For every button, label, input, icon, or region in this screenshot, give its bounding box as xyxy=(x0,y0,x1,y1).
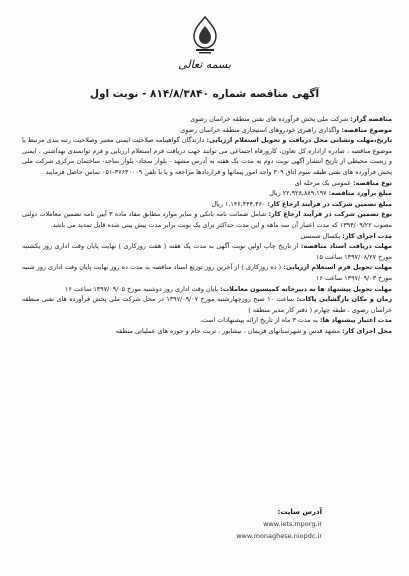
row-organizer: مناقصه گزار: شرکت ملی پخش فرآورده های نفتی منطقه خراسان رضوی xyxy=(190,115,392,123)
row-estimated-amount: مبلغ برآورد مناقصه: ۲۲,۹۲۸,۸۸۹,۱۹۷ ریال xyxy=(269,189,392,198)
row-assessment-deadline: مهلت تحویل فرم استعلام ارزیابی: ( ده روزکاری ) از آخرین روز توزیع اسناد مناقصه به مدت ده روز نهایت پایان وقت اداری روز شنبه مورخ ۱۳۹۷/۰۹/۰۳ ساعت ۱۶ xyxy=(22,263,392,282)
website-link-iets[interactable]: www.iets.mporg.ir xyxy=(263,520,322,528)
row-validity: مدت اعتبار پیشنهاد ها: به مدت ۳ ماه از تاریخ ارائه پیشنهادات است. xyxy=(199,316,392,325)
row-opening: زمان و مکان بازگشایی پاکات: ساعت ۱۰ صبح روزچهارشنبه مورخ ۱۳۹۷/۰۹/۰۷ در محل شرکت ملی پخش فرآورده های نفتی منطقه خراسان رضوی ، طبقه چهارم ( دفتر کار مدیر منطقه ) xyxy=(22,295,393,314)
row-assessment-info: تاریخ،مهلت ونشانی محل دریافت و تحویل استعلام ارزیابی: دارندگان گواهینامه صلاحیت ایمنی معتبر وصلاحیت رتبه بندی مرتبط با موضوع مناقصه ، صادره ازاداره کل تعاون، کارورفاه اجتماعی می توانند جهت دریافت فرم استعلام ارزیابی و فرم توانمندی بهداشتی ، ایمنی و زیست محیطی از تاریخ انتشار آگهی نوبت دوم به مدت یک هفته به آدرس مشهد - بلوار سجاد- بلوار ساجد- ساختمان مرکزی شرکت ملی پخش فرآورده های نفتی طبقه سوم اتاق ۳۰۹ واحد امور پیمانها و قراردادها مراجعه و یا با تلفن ۳۷۶۳۰۰۰۹-۰۵۱ تماس حاصل فرمایند . xyxy=(22,136,392,176)
notice-body xyxy=(22,114,392,336)
row-location: محل اجرای کار: مشهد قدس و شهرستانهای فریمان ، نیشابور ، تربت جام و حوزه های عملیاتی منطقه xyxy=(115,326,392,335)
row-duration: مدت اجرای کار: یکسال شمسی xyxy=(300,231,392,240)
footer-address xyxy=(22,506,322,542)
niopdc-logo-icon xyxy=(186,14,224,54)
notice-title: آگهی مناقصه شماره ۸۱۴/۸/۳۸۴۰ - نوبت اول xyxy=(89,88,320,100)
row-tender-type: نوع مناقصه: عمومی یک مرحله ای xyxy=(294,178,392,187)
basmala-heading: بسمه تعالی xyxy=(178,58,231,71)
website-link-monaghese[interactable]: www.monaghese.niopdc.ir xyxy=(236,532,322,540)
address-label: آدرس سایت: xyxy=(277,508,322,516)
row-guarantee-type: نوع تضمین شرکت در فرآیند ارجاع کار: شامل ضمانت نامه بانکی و سایر موارد مطابق مفاد ماده ۳ آیین نامه تضمین معاملات دولتی مصوب ۱۳۹۴/۰۹/۲۲ که مدت اعتبار آن سه ماهه و این مدت حداکثر برای یک نوبت برابر مدت پیش بینی شده قابل تمدید می باشد. xyxy=(22,210,392,229)
row-documents-deadline: مهلت دریافت اسناد مناقصه: از تاریخ چاپ اولین نوبت آگهی به مدت یک هفته ( هفت روزکاری ) نهایت پایان وقت اداری روز یکشنبه مورخ ۱۳۹۷/۰۸/۲۷ ساعت ۱۵ xyxy=(22,242,392,261)
row-proposal-deadline: مهلت تحویل پیشنهاد ها به دبیرخانه کمیسیون معاملات: پایان وقت اداری روز دوشنبه مورخ ۱۳۹۷/۰۹/۰۵ ساعت ۱۶ xyxy=(65,284,392,293)
row-subject: موضوع مناقصه: واگذاری راهبری خودروهای استیجاری منطقه خراسان رضوی xyxy=(180,125,392,134)
row-guarantee-amount: مبلغ تضمین شرکت در فرآیند ارجاع کار: ۱,۱۴۶,۴۴۴,۴۶۰ ریال xyxy=(211,199,392,208)
